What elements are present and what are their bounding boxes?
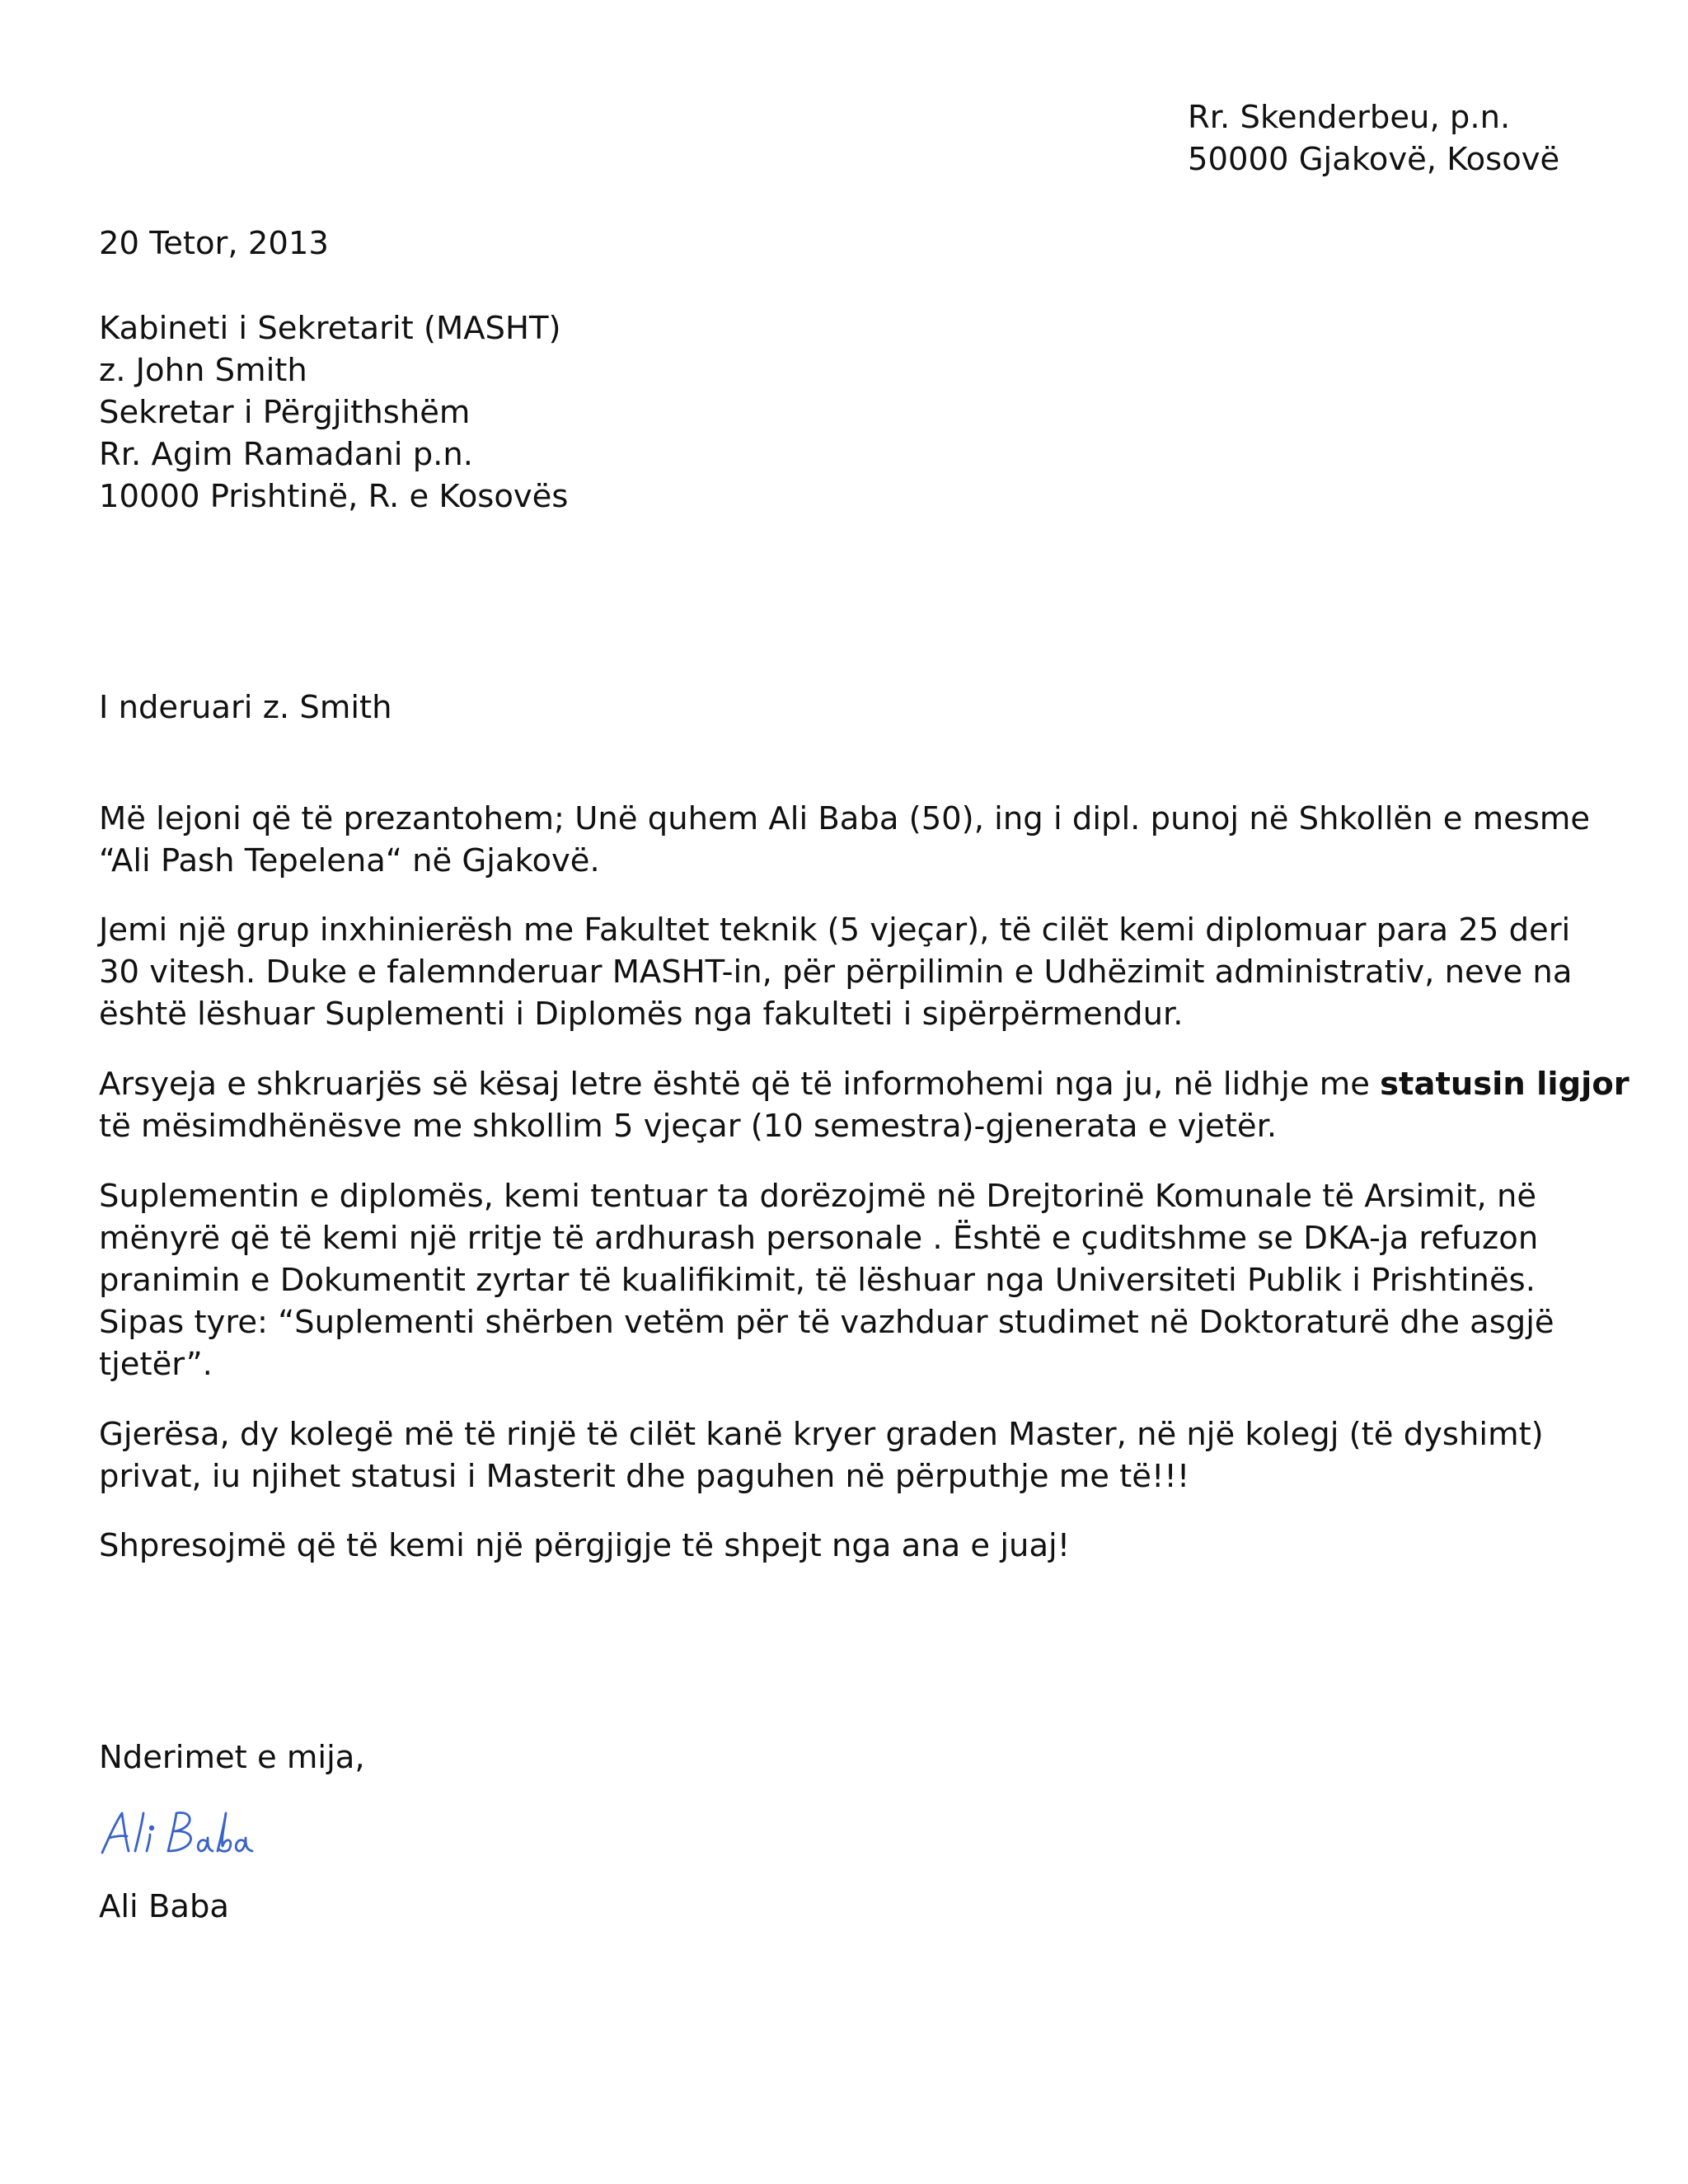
recipient-city: 10000 Prishtinë, R. e Kosovës [99, 478, 569, 515]
letter-date: 20 Tetor, 2013 [99, 225, 329, 262]
legal-status-emphasis: statusin ligjor [1380, 1066, 1629, 1103]
paragraph-2-line-2: 30 vitesh. Duke e falemnderuar MASHT-in, për përpilimin e Udhëzimit administrativ, neve na [99, 954, 1573, 991]
recipient-office: Kabineti i Sekretarit (MASHT) [99, 310, 561, 347]
paragraph-2-line-1: Jemi një grup inxhinierësh me Fakultet teknik (5 vjeçar), të cilët kemi diplomuar para 25 deri [99, 912, 1571, 949]
paragraph-2-line-3: është lëshuar Suplementi i Diplomës nga fakulteti i sipërpërmendur. [99, 996, 1184, 1033]
paragraph-4-line-4: Sipas tyre: “Suplementi shërben vetëm për të vazhduar studimet në Doktoraturë dhe asgjë [99, 1304, 1554, 1341]
closing: Nderimet e mija, [99, 1739, 365, 1776]
paragraph-4-line-5: tjetër”. [99, 1346, 213, 1383]
recipient-name: z. John Smith [99, 352, 307, 389]
paragraph-4-line-3: pranimin e Dokumentit zyrtar të kualifikimit, të lëshuar nga Universiteti Publik i Prishtinës. [99, 1262, 1536, 1299]
paragraph-3-line-1-text: Arsyeja e shkruarjës së kësaj letre është që të informohemi nga ju, në lidhje me [99, 1066, 1381, 1103]
sender-city: 50000 Gjakovë, Kosovë [1188, 141, 1560, 178]
recipient-street: Rr. Agim Ramadani p.n. [99, 436, 474, 473]
paragraph-5-line-1: Gjerësa, dy kolegë më të rinjë të cilët kanë kryer graden Master, në një kolegj (të dyshimt) [99, 1416, 1544, 1453]
paragraph-4-line-2: mënyrë që të kemi një rritje të ardhurash personale . Është e çuditshme se DKA-ja refuzon [99, 1220, 1539, 1257]
recipient-title: Sekretar i Përgjithshëm [99, 394, 471, 431]
paragraph-3-line-2: të mësimdhënësve me shkollim 5 vjeçar (10 semestra)-gjenerata e vjetër. [99, 1108, 1278, 1145]
salutation: I nderuari z. Smith [99, 689, 392, 726]
paragraph-6-line-1: Shpresojmë që të kemi një përgjigje të shpejt nga ana e juaj! [99, 1527, 1071, 1564]
paragraph-4-line-1: Suplementin e diplomës, kemi tentuar ta dorëzojmë në Drejtorinë Komunale të Arsimit, në [99, 1178, 1537, 1215]
signature-strokes [102, 1813, 252, 1853]
signer-name: Ali Baba [99, 1888, 230, 1925]
sender-street: Rr. Skenderbeu, p.n. [1188, 99, 1511, 136]
paragraph-5-line-2: privat, iu njihet statusi i Masterit dhe paguhen në përputhje me të!!! [99, 1458, 1190, 1495]
handwritten-signature [97, 1805, 262, 1863]
paragraph-3-line-1 [99, 1064, 1629, 1105]
paragraph-1-line-1: Më lejoni që të prezantohem; Unë quhem Ali Baba (50), ing i dipl. punoj në Shkollën e mesme [99, 800, 1591, 837]
paragraph-1-line-2: “Ali Pash Tepelena“ në Gjakovë. [99, 842, 600, 879]
